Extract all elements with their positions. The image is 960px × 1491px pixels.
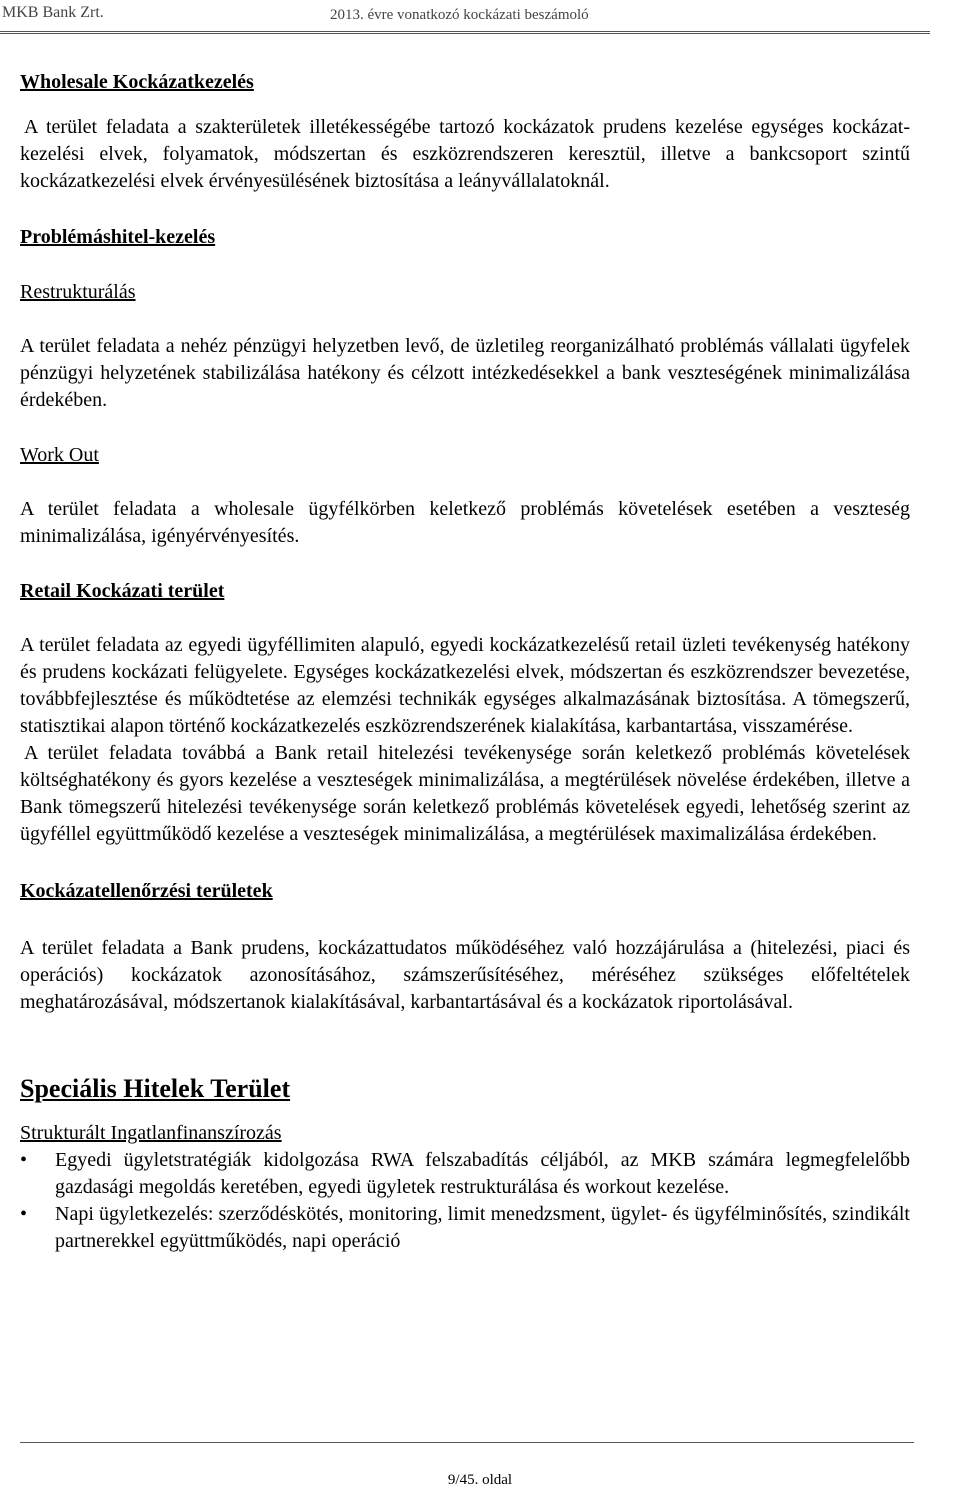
special-loans-heading: Speciális Hitelek Terület	[20, 1074, 291, 1103]
problem-credit-heading: Problémáshitel-kezelés	[20, 226, 216, 248]
retail-heading: Retail Kockázati terület	[20, 580, 225, 602]
special-loans-list	[20, 1147, 910, 1255]
workout-paragraph: A terület feladata a wholesale ügyfélkörben keletkező problémás követelések esetében a veszteség minimalizálása, igényérvényesítés.	[20, 498, 910, 547]
restructuring-heading: Restrukturálás	[20, 281, 136, 303]
header-divider	[0, 31, 930, 34]
wholesale-heading: Wholesale Kockázatkezelés	[20, 71, 254, 93]
list-item: • Napi ügyletkezelés: szerződéskötés, monitoring, limit menedzsment, ügylet- és ügyfélminősítés, szindikált partnerekkel együttműködés, napi operáció	[20, 1201, 910, 1255]
restructuring-paragraph: A terület feladata a nehéz pénzügyi helyzetben levő, de üzletileg reorganizálható problémás vállalati ügyfelek pénzügyi helyzetének stabilizálása hatékony és célzott intézkedésekkel a bank veszteségének minimalizálása érdekében.	[20, 335, 910, 411]
document-body	[20, 68, 910, 1255]
risk-control-heading: Kockázatellenőrzési területek	[20, 880, 273, 902]
wholesale-paragraph: A terület feladata a szakterületek illetékességébe tartozó kockázatok prudens kezelése egységes kockázat-kezelési elvek, folyamatok, módszertan és eszközrendszeren keresztül, illetve a bankcsoport szintű kockázatkezelési elvek érvényesülésének biztosítása a leányvállalatoknál.	[20, 116, 910, 192]
structured-real-estate-heading: Strukturált Ingatlanfinanszírozás	[20, 1122, 282, 1144]
retail-paragraph-1: A terület feladata az egyedi ügyféllimiten alapuló, egyedi kockázatkezelésű retail üzleti tevékenység hatékony és prudens kockázati felügyelete. Egységes kockázatkezelési elvek, módszertan és eszközrendszer bevezetése, továbbfejlesztése és működtetése az elemzési technikák egységes alkalmazásának biztosítása. A tömegszerű, statisztikai alapon történő kockázatkezelés eszközrendszerének kialakítása, karbantartása, visszamérése.	[20, 634, 910, 737]
header-bank-name: MKB Bank Zrt.	[2, 4, 104, 21]
header-report-title: 2013. évre vonatkozó kockázati beszámoló	[330, 7, 589, 23]
retail-paragraph-2: A terület feladata továbbá a Bank retail hitelezési tevékenysége során keletkező problémás követelések költséghatékony és gyors kezelése a veszteségek minimalizálása, a megtérülések növelése érdekében, illetve a Bank tömegszerű hitelezési tevékenysége során keletkező problémás követelések egyedi, lehetőség szerint az ügyféllel együttműködő kezelése a veszteségek minimalizálása, a megtérülések maximalizálása érdekében.	[20, 742, 910, 845]
list-item: • Egyedi ügyletstratégiák kidolgozása RWA felszabadítás céljából, az MKB számára legmegfelelőbb gazdasági megoldás keretében, egyedi ügyletek restrukturálása és workout kezelése.	[20, 1147, 910, 1201]
workout-heading: Work Out	[20, 444, 99, 466]
page-number: 9/45. oldal	[447, 1472, 513, 1488]
risk-control-paragraph: A terület feladata a Bank prudens, kockázattudatos működéséhez való hozzájárulása a (hitelezési, piaci és operációs) kockázatok azonosításához, számszerűsítéséhez, méréséhez szükséges előfeltételek meghatározásával, módszertanok kialakításával, karbantartásával és a kockázatok riportolásával.	[20, 937, 910, 1013]
page-header	[0, 0, 930, 34]
footer-divider	[20, 1442, 914, 1443]
